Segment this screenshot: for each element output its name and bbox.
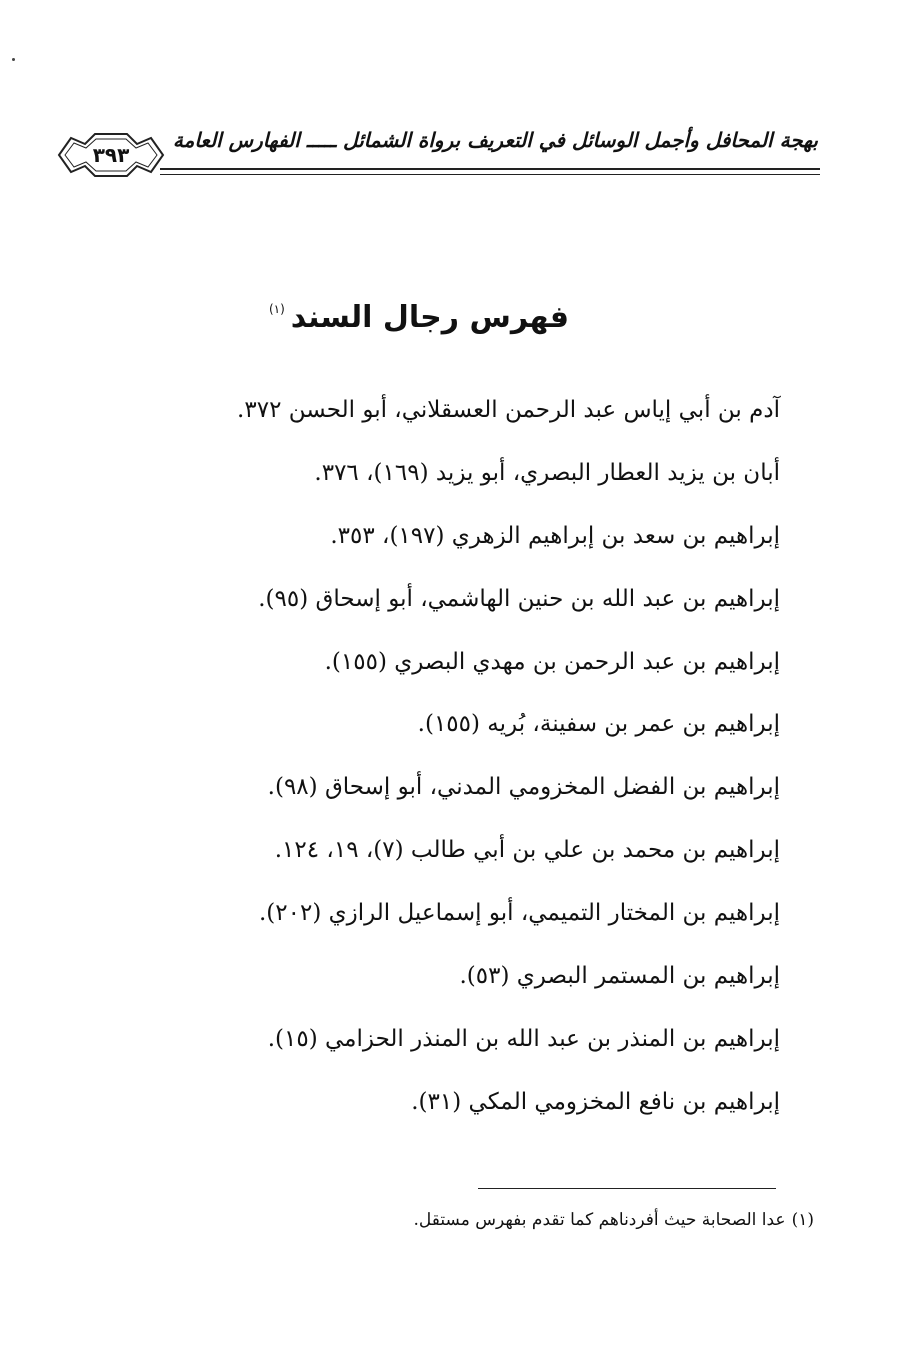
list-item: إبراهيم بن سعد بن إبراهيم الزهري (١٩٧)، ٣٥٣. bbox=[330, 522, 780, 549]
list-item: إبراهيم بن عمر بن سفينة، بُريه (١٥٥). bbox=[417, 711, 780, 738]
footnote-text: عدا الصحابة حيث أفردناهم كما تقدم بفهرس مستقل. bbox=[413, 1210, 786, 1230]
footnote-reference: (١) bbox=[268, 302, 285, 316]
list-item: أبان بن يزيد العطار البصري، أبو يزيد (١٦٩)، ٣٧٦. bbox=[314, 459, 780, 486]
header-title: بهجة المحافل وأجمل الوسائل في التعريف برواة الشمائل ـــــ الفهارس العامة bbox=[172, 128, 818, 152]
list-item: إبراهيم بن المختار التميمي، أبو إسماعيل الرازي (٢٠٢). bbox=[258, 900, 780, 927]
footnote-marker: (١) bbox=[791, 1210, 814, 1230]
footnote bbox=[414, 1210, 814, 1230]
scan-speck bbox=[12, 58, 15, 61]
list-item: إبراهيم بن المستمر البصري (٥٣). bbox=[459, 963, 780, 990]
list-item: إبراهيم بن محمد بن علي بن أبي طالب (٧)، ١٩، ١٢٤. bbox=[274, 837, 780, 864]
page-number-badge bbox=[55, 130, 167, 180]
narrator-index-list bbox=[160, 385, 780, 1140]
list-item: إبراهيم بن عبد الرحمن بن مهدي البصري (١٥٥). bbox=[324, 648, 780, 675]
list-item: إبراهيم بن عبد الله بن حنين الهاشمي، أبو إسحاق (٩٥). bbox=[258, 585, 780, 612]
list-item: إبراهيم بن المنذر بن عبد الله بن المنذر الحزامي (١٥). bbox=[267, 1025, 780, 1052]
section-title-block bbox=[269, 300, 569, 335]
list-item: إبراهيم بن نافع المخزومي المكي (٣١). bbox=[411, 1088, 780, 1115]
footnote-separator bbox=[478, 1188, 776, 1189]
running-header bbox=[55, 118, 820, 188]
list-item: آدم بن أبي إياس عبد الرحمن العسقلاني، أبو الحسن ٣٧٢. bbox=[237, 397, 780, 423]
header-rule bbox=[160, 168, 820, 170]
header-rule-thin bbox=[160, 174, 820, 175]
section-title: فهرس رجال السند bbox=[290, 300, 569, 335]
list-item: إبراهيم بن الفضل المخزومي المدني، أبو إسحاق (٩٨). bbox=[267, 774, 780, 801]
page-number: ٣٩٣ bbox=[92, 143, 130, 167]
